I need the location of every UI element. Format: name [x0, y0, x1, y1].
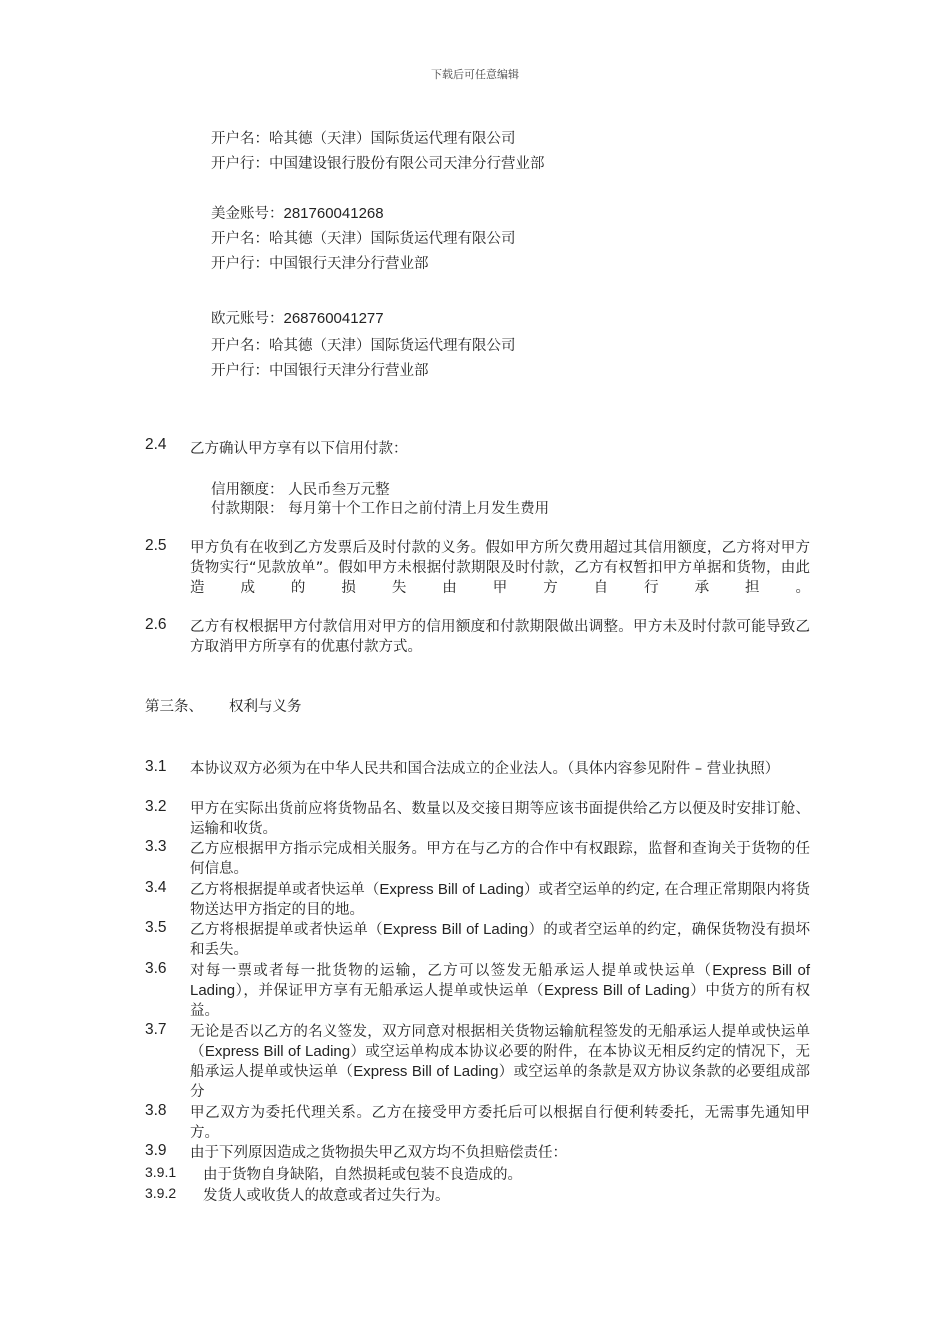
clause-number-3-9-1: 3.9.1: [145, 1164, 177, 1180]
clause-number-3-3: 3.3: [145, 838, 167, 855]
clause-3-6-part-c: ）中货方的所有权益。: [190, 983, 811, 1019]
clause-number-3-7: 3.7: [145, 1021, 167, 1038]
clause-3-6-english-term-1: Express Bill of Lading: [190, 962, 810, 999]
clause-3-7-part-a: 无论是否以乙方的名义签发，双方同意对根据相关货物运输航程签发的无船承运人提单或快运单（: [190, 1024, 810, 1060]
clause-3-5-part-b: ）的或者空运单的约定，确保货物没有损坏和丢失。: [190, 922, 811, 958]
clause-number-3-8: 3.8: [145, 1102, 167, 1119]
clause-3-9-text: 由于下列原因造成之货物损失甲乙双方均不负担赔偿责任：: [190, 1145, 567, 1161]
clause-2-6-text: 乙方有权根据甲方付款信用对甲方的信用额度和付款期限做出调整。甲方未及时付款可能导致乙方取消甲方所享有的优惠付款方式。: [190, 619, 810, 655]
clause-3-6-text: [190, 961, 810, 1021]
clause-number-2-6: 2.6: [145, 616, 167, 633]
usd-account-number: 281760041268: [283, 205, 384, 222]
bank-name-usd: 开户行：中国银行天津分行营业部: [211, 256, 429, 272]
usd-account-label: 美金账号：: [211, 206, 284, 222]
clause-3-3-text: 乙方应根据甲方指示完成相关服务。甲方在与乙方的合作中有权跟踪，监督和查询关于货物的任何信息。: [190, 841, 810, 877]
eur-account-number: 268760041277: [283, 310, 384, 327]
clause-3-9-2-text: 发货人或收货人的故意或者过失行为。: [203, 1188, 450, 1204]
clause-3-7-part-c: ）或空运单的条款是双方协议条款的必要组成部分: [190, 1064, 811, 1100]
page-header: 下载后可任意编辑: [431, 68, 519, 81]
clause-2-4-text: 乙方确认甲方享有以下信用付款：: [190, 441, 408, 457]
credit-limit: 信用额度： 人民币叁万元整: [211, 482, 390, 498]
clause-number-3-2: 3.2: [145, 798, 167, 815]
clause-number-3-5: 3.5: [145, 919, 167, 936]
bank-name-eur: 开户行：中国银行天津分行营业部: [211, 363, 429, 379]
clause-3-4-text: [190, 880, 810, 920]
clause-2-5-text: 甲方负有在收到乙方发票后及时付款的义务。假如甲方所欠费用超过其信用额度，乙方将对甲方货物实行“见款放单”。假如甲方未根据付款期限及时付款，乙方有权暂扣甲方单据和货物，由此造成的损失由甲方自行承担。: [190, 540, 810, 596]
clause-3-1-text: 本协议双方必须为在中华人民共和国合法成立的企业法人。（具体内容参见附件 – 营业执照）: [190, 761, 780, 777]
clause-number-3-4: 3.4: [145, 879, 167, 896]
clause-number-2-5: 2.5: [145, 537, 167, 554]
clause-3-7-part-b: ）或空运单构成本协议必要的附件，在本协议无相反约定的情况下，无船承运人提单或快运单（: [190, 1044, 811, 1080]
usd-account-line: [211, 202, 384, 223]
clause-number-3-9: 3.9: [145, 1142, 167, 1159]
clause-3-7-english-term-2: Express Bill of Lading: [353, 1063, 499, 1080]
clause-3-7-english-term-1: Express Bill of Lading: [204, 1043, 351, 1060]
clause-3-7-text: [190, 1022, 810, 1102]
clause-3-5-english-term: Express Bill of Lading: [382, 921, 529, 938]
clause-3-4-part-b: ）或者空运单的约定, 在合理正常期限内将货物送达甲方指定的目的地。: [190, 882, 811, 918]
clause-3-4-english-term: Express Bill of Lading: [379, 881, 524, 898]
clause-3-5-text: [190, 920, 810, 960]
clause-number-3-1: 3.1: [145, 758, 167, 775]
clause-3-6-part-b: ），并保证甲方享有无船承运人提单或快运单（: [235, 983, 544, 999]
article-3-title: 权利与义务: [229, 699, 302, 715]
clause-number-2-4: 2.4: [145, 436, 167, 453]
eur-account-label: 欧元账号：: [211, 311, 284, 327]
bank-name-rmb: 开户行：中国建设银行股份有限公司天津分行营业部: [211, 156, 545, 172]
article-3-label: 第三条、: [145, 699, 203, 715]
account-name-usd: 开户名：哈其德（天津）国际货运代理有限公司: [211, 231, 516, 247]
eur-account-line: [211, 307, 384, 328]
clause-3-6-english-term-2: Express Bill of Lading: [543, 982, 690, 999]
clause-3-6-part-a: 对每一票或者每一批货物的运输，乙方可以签发无船承运人提单或快运单（: [190, 963, 713, 979]
payment-term: 付款期限： 每月第十个工作日之前付清上月发生费用: [211, 501, 550, 517]
clause-3-5-part-a: 乙方将根据提单或者快运单（: [190, 922, 383, 938]
clause-3-2-text: 甲方在实际出货前应将货物品名、数量以及交接日期等应该书面提供给乙方以便及时安排订舱、运输和收货。: [190, 801, 810, 837]
article-3-heading: [145, 695, 302, 716]
account-name-rmb: 开户名：哈其德（天津）国际货运代理有限公司: [211, 131, 516, 147]
clause-number-3-9-2: 3.9.2: [145, 1185, 177, 1201]
account-name-eur: 开户名：哈其德（天津）国际货运代理有限公司: [211, 338, 516, 354]
clause-3-8-text: 甲乙双方为委托代理关系。乙方在接受甲方委托后可以根据自行便利转委托，无需事先通知甲方。: [190, 1105, 810, 1141]
clause-number-3-6: 3.6: [145, 960, 167, 977]
clause-3-4-part-a: 乙方将根据提单或者快运单（: [190, 882, 380, 898]
clause-3-9-1-text: 由于货物自身缺陷，自然损耗或包装不良造成的。: [203, 1167, 522, 1183]
